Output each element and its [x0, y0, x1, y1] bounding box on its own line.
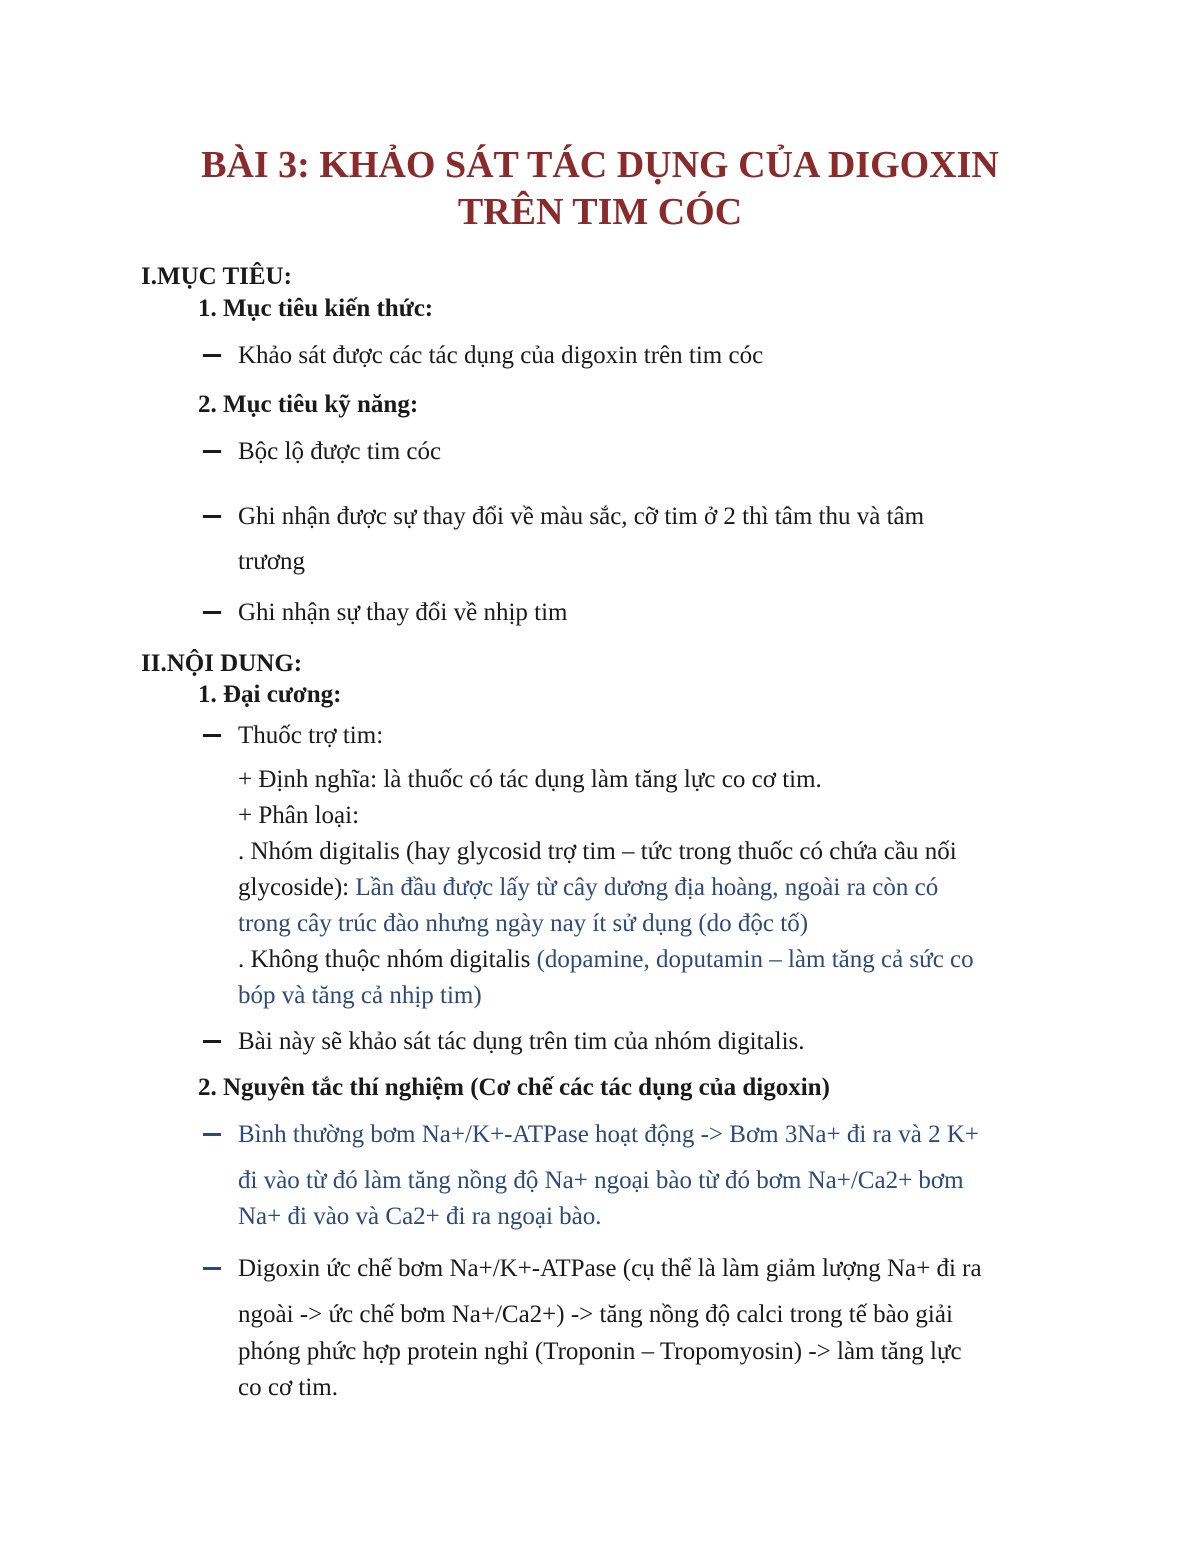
- list-item: Khảo sát được các tác dụng của digoxin trên tim cóc: [238, 342, 764, 369]
- document-title-line-1: BÀI 3: KHẢO SÁT TÁC DỤNG CỦA DIGOXIN: [201, 144, 999, 186]
- group-1-line-2-black: glycoside):: [238, 874, 350, 901]
- definition-line: + Định nghĩa: là thuốc có tác dụng làm tăng lực co cơ tim.: [238, 766, 822, 793]
- section-1-sub-1-heading: 1. Mục tiêu kiến thức:: [198, 295, 434, 322]
- group-2-line-1-blue: (dopamine, doputamin – làm tăng cả sức co: [530, 946, 974, 973]
- document-title-line-2: TRÊN TIM CÓC: [457, 191, 743, 233]
- list-item: Thuốc trợ tim:: [238, 722, 384, 749]
- list-item: Bình thường bơm Na+/K+-ATPase hoạt động -> Bơm 3Na+ đi ra và 2 K+: [238, 1121, 979, 1148]
- list-item-continuation: Na+ đi vào và Ca2+ đi ra ngoại bào.: [238, 1203, 602, 1230]
- list-item: Ghi nhận sự thay đổi về nhịp tim: [238, 599, 568, 626]
- bullet-dash: [203, 354, 221, 357]
- section-2-sub-2-heading: 2. Nguyên tắc thí nghiệm (Cơ chế các tác dụng của digoxin): [198, 1074, 830, 1101]
- bullet-dash: [203, 1133, 221, 1136]
- list-item-continuation: ngoài -> ức chế bơm Na+/Ca2+) -> tăng nồng độ calci trong tế bào giải: [238, 1301, 953, 1328]
- bullet-dash: [203, 1040, 221, 1043]
- bullet-dash: [203, 734, 221, 737]
- group-2-line-1-black: . Không thuộc nhóm digitalis: [238, 946, 531, 973]
- list-item-continuation: đi vào từ đó làm tăng nồng độ Na+ ngoại bào từ đó bơm Na+/Ca2+ bơm: [238, 1167, 964, 1194]
- section-2-heading: II.NỘI DUNG:: [141, 650, 303, 677]
- list-item-continuation: co cơ tim.: [238, 1374, 338, 1401]
- section-1-heading: I.MỤC TIÊU:: [141, 263, 292, 290]
- bullet-dash: [203, 515, 221, 518]
- group-1-line-2-blue: Lần đầu được lấy từ cây dương địa hoàng, ngoài ra còn có: [349, 874, 939, 901]
- list-item: Bài này sẽ khảo sát tác dụng trên tim của nhóm digitalis.: [238, 1028, 805, 1055]
- group-1-line-3: trong cây trúc đào nhưng ngày nay ít sử dụng (do độc tố): [238, 910, 809, 937]
- group-2-line-2: bóp và tăng cả nhịp tim): [238, 982, 482, 1009]
- list-item-continuation: phóng phức hợp protein nghỉ (Troponin – Tropomyosin) -> làm tăng lực: [238, 1338, 962, 1365]
- classification-line: + Phân loại:: [238, 802, 360, 829]
- bullet-dash: [203, 450, 221, 453]
- section-2-sub-1-heading: 1. Đại cương:: [198, 681, 342, 708]
- group-1-line-2: [238, 875, 938, 900]
- section-1-sub-2-heading: 2. Mục tiêu kỹ năng:: [198, 391, 419, 418]
- group-1-line-1: . Nhóm digitalis (hay glycosid trợ tim – tức trong thuốc có chứa cầu nối: [238, 838, 957, 865]
- list-item: Bộc lộ được tim cóc: [238, 438, 442, 465]
- list-item-continuation: trương: [238, 548, 306, 575]
- group-2-line-1: [238, 947, 974, 972]
- list-item: Ghi nhận được sự thay đổi về màu sắc, cỡ tim ở 2 thì tâm thu và tâm: [238, 503, 925, 530]
- bullet-dash: [203, 611, 221, 614]
- bullet-dash: [203, 1267, 221, 1270]
- list-item: Digoxin ức chế bơm Na+/K+-ATPase (cụ thể là làm giảm lượng Na+ đi ra: [238, 1255, 982, 1282]
